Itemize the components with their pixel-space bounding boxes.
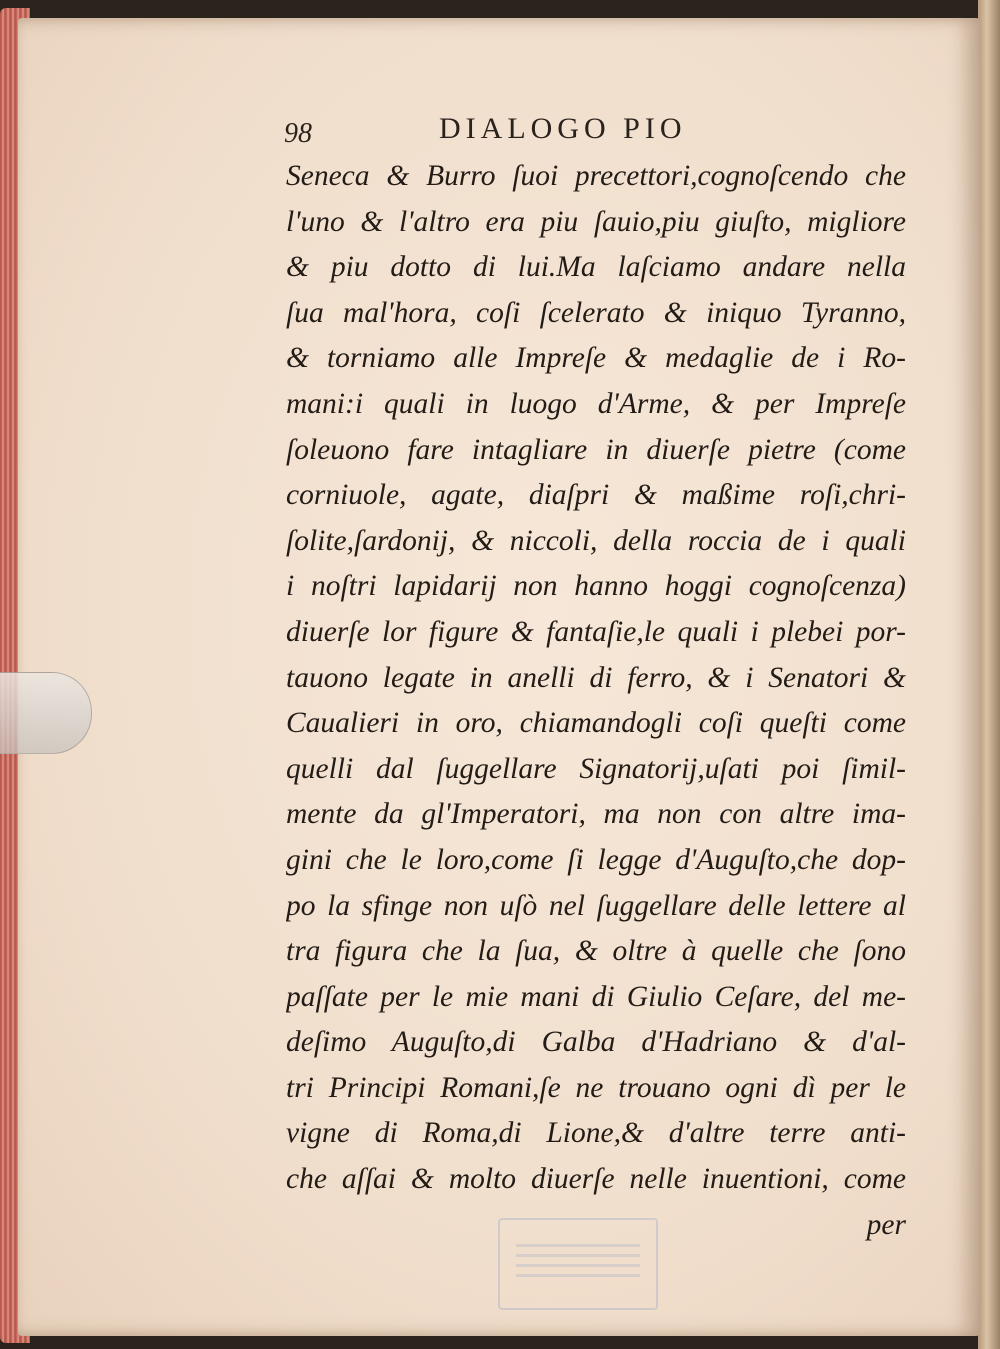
- page-header: [284, 108, 714, 148]
- facing-page-edge: [978, 0, 1000, 1349]
- text-line: i noſtri lapidarij non hanno hoggi cognoſcenza): [286, 570, 906, 603]
- catchword: per: [866, 1208, 906, 1241]
- text-line: & piu dotto di lui.Ma laſciamo andare nella: [286, 251, 906, 284]
- clip-tab: [0, 672, 92, 754]
- running-title: DIALOGO PIO: [439, 112, 687, 145]
- text-line: tri Principi Romani,ſe ne trouano ogni dì per le: [286, 1071, 906, 1104]
- text-line: diuerſe lor figure & fantaſie,le quali i plebei por-: [286, 615, 906, 648]
- text-line: mente da gl'Imperatori, ma non con altre ima-: [286, 798, 906, 831]
- text-line: che aſſai & molto diuerſe nelle inuentioni, come: [286, 1163, 906, 1196]
- text-line: deſimo Auguſto,di Galba d'Hadriano & d'al-: [286, 1026, 906, 1059]
- text-line: ſoleuono fare intagliare in diuerſe pietre (come: [286, 433, 906, 466]
- text-line: mani:i quali in luogo d'Arme, & per Impreſe: [286, 387, 906, 420]
- text-line: ſua mal'hora, coſi ſcelerato & iniquo Tyranno,: [286, 296, 906, 329]
- body-text: [286, 154, 906, 1248]
- text-line: gini che le loro,come ſi legge d'Auguſto,che dop-: [286, 843, 906, 876]
- text-line: Seneca & Burro ſuoi precettori,cognoſcendo che: [286, 160, 906, 192]
- page-number: 98: [284, 118, 312, 149]
- text-line: Caualieri in oro, chiamandogli coſi queſti come: [286, 707, 906, 740]
- text-line: l'uno & l'altro era piu ſauio,piu giuſto, migliore: [286, 205, 906, 238]
- text-line: ſolite,ſardonij, & niccoli, della roccia de i quali: [286, 524, 906, 557]
- text-line: & torniamo alle Impreſe & medaglie de i Ro-: [286, 342, 906, 375]
- text-line: po la sfinge non uſò nel ſuggellare delle lettere al: [286, 889, 906, 922]
- text-line: vigne di Roma,di Lione,& d'altre terre anti-: [286, 1117, 906, 1150]
- text-line: tra figura che la ſua, & oltre à quelle che ſono: [286, 935, 906, 968]
- text-line: paſſate per le mie mani di Giulio Ceſare, del me-: [286, 980, 906, 1013]
- text-line: tauono legate in anelli di ferro, & i Senatori &: [286, 661, 906, 694]
- stamp-text-lines: [516, 1244, 640, 1284]
- text-line: quelli dal ſuggellare Signatorij,uſati poi ſimil-: [286, 752, 906, 785]
- text-line: corniuole, agate, diaſpri & maßime roſi,chri-: [286, 479, 906, 512]
- library-stamp: [498, 1218, 658, 1310]
